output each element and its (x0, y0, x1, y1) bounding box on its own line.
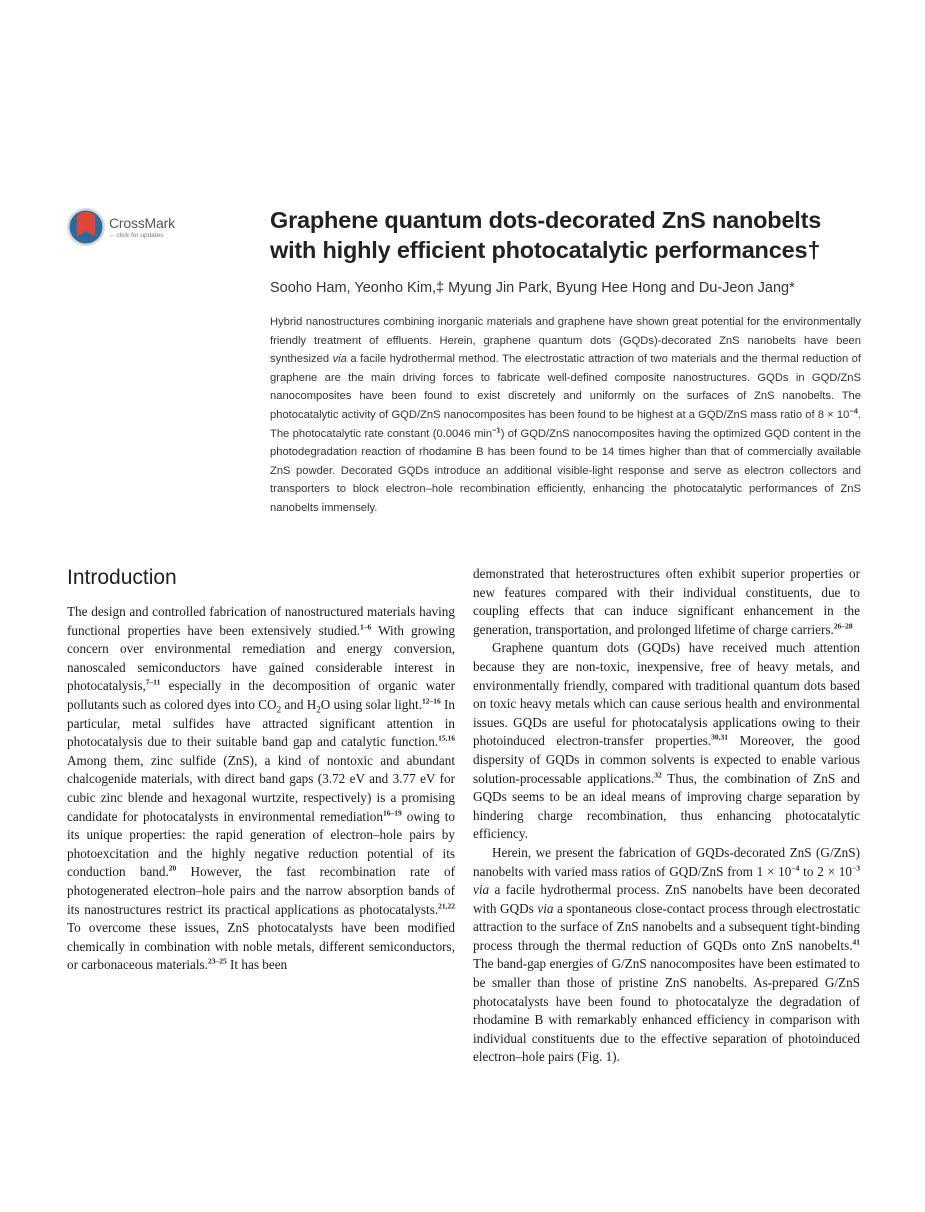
paragraph: The design and controlled fabrication of nanostructured materials having functional properties have been extensively studied.$^{1-6}$ With growing concern over environmental remediation and energy conversion, nanoscaled semiconductors have gained considerable interest in photocatalysis,$^{7-11}$ especially in the decomposition of organic water pollutants such as colored dyes into $CO_2$ and $H_2O$ using solar light.$^{12-16}$ In particular, metal sulfides have attracted significant attention in photocatalysis due to their suitable band gap and catalytic function.$^{15,16}$ Among them, zinc sulfide (ZnS), a kind of nontoxic and abundant chalcogenide materials, with direct band gaps (3.72 eV and 3.77 eV for cubic zinc blende and hexagonal wurtzite, respectively) is a promising candidate for photocatalysts in environmental remediation$^{16-19}$ owing to its unique properties: the rapid generation of electron–hole pairs by photoexcitation and the highly negative reduction potential of its conduction band.$^{20}$ However, the fast recombination rate of photogenerated electron–hole pairs and the narrow absorption bands of its nanostructures restrict its practical applications as photocatalysts.$^{21,22}$ To overcome these issues, ZnS photocatalysts have been modified chemically in combination with noble metals, different semiconductors, or carbonaceous materials.$^{23-25}$ It has been (67, 604, 456, 973)
body-column-left (67, 603, 455, 975)
paragraph: demonstrated that heterostructures often exhibit superior properties or new features compared with their individual constituents, due to coupling effects that can induce significant enhancement in the generation, transportation, and prolonged lifetime of charge carriers.$^{26-28}$ (473, 566, 860, 637)
citation[interactable]: 15,16 (438, 733, 455, 743)
author-list: Sooho Ham, Yeonho Kim,‡ Myung Jin Park, Byung Hee Hong and Du-Jeon Jang* (270, 280, 795, 296)
citation[interactable]: 12–16 (421, 696, 441, 706)
citation[interactable]: 1–6 (359, 622, 372, 632)
citation[interactable]: 26–28 (833, 621, 853, 631)
citation[interactable]: 7–11 (145, 677, 161, 687)
abstract: Hybrid nanostructures combining inorganic materials and graphene have shown great potential for the environmentally friendly treatment of effluents. Herein, graphene quantum dots (GQDs)-decorated ZnS nanobelts have been synthesized via a facile hydrothermal method. The electrostatic attraction of two materials and the thermal reduction of graphene are the main driving forces to fabricate well-defined composite nanostructures. GQDs in GQD/ZnS nanocomposites have been found to exist discretely and uniformly on the surfaces of ZnS nanobelts. The photocatalytic activity of GQD/ZnS nanocomposites has been found to be highest at a GQD/ZnS mass ratio of $8 \times 10^{-4}$. The photocatalytic rate constant (0.0046 $\min^{-1}$) of GQD/ZnS nanocomposites having the optimized GQD content in the photodegradation reaction of rhodamine B has been found to be 14 times higher than that of commercially available ZnS powder. Decorated GQDs introduce an additional visible-light response and serve as electron collectors and transporters to block electron–hole recombination efficiently, enhancing the photocatalytic performances of ZnS nanobelts immensely. (270, 316, 862, 514)
citation[interactable]: 41 (852, 937, 860, 947)
citation[interactable]: 23–25 (207, 956, 227, 966)
arrow-left-icon: ← (109, 232, 116, 239)
citation[interactable]: 32 (654, 770, 662, 780)
title-line-2: with highly efficient photocatalytic performances† (270, 237, 821, 263)
paragraph: Herein, we present the fabrication of GQDs-decorated ZnS (G/ZnS) nanobelts with varied mass ratios of GQD/ZnS from $1 \times 10^{-4}$ to $2 \times 10^{-3}$ via a facile hydrothermal process. ZnS nanobelts have been decorated with GQDs via a spontaneous close-contact process through electrostatic attraction to the surface of ZnS nanobelts and a subsequent tight-binding process through the thermal reduction of GQDs onto ZnS nanobelts.$^{41}$ The band-gap energies of G/ZnS nanocomposites have been estimated to be smaller than those of pristine ZnS nanobelts. As-prepared G/ZnS photocatalysts have been found to photocatalyze the degradation of rhodamine B with remarkably enhanced efficiency in comparison with individual constituents due to the effective separation of photoinduced electron–hole pairs (Fig. 1). (473, 844, 860, 1065)
section-heading-introduction: Introduction (67, 566, 177, 589)
crossmark-icon (66, 207, 106, 247)
article-title (270, 205, 870, 265)
crossmark-badge[interactable] (66, 207, 186, 249)
paragraph: Graphene quantum dots (GQDs) have received much attention because they are non-toxic, inexpensive, free of heavy metals, and environmentally friendly, compared with traditional quantum dots based on toxic heavy metals which can cause serious health and environmental issues. GQDs are useful for photocatalysis applications owing to their photoinduced electron-transfer properties.$^{30,31}$ Moreover, the good dispersity of GQDs in common solvents is expected to enable various solution-processable applications.$^{32}$ Thus, the combination of ZnS and GQDs seems to be an ideal means of improving charge separation by hindering charge recombination, thus enhancing photocatalytic efficiency. (473, 640, 860, 842)
crossmark-sublabel[interactable]: ←click for updates (109, 232, 164, 239)
crossmark-label: CrossMark (109, 215, 175, 231)
citation[interactable]: 16–19 (382, 808, 402, 818)
citation[interactable]: 30,31 (711, 732, 728, 742)
citation[interactable]: 21,22 (438, 901, 455, 911)
citation[interactable]: 20 (168, 863, 177, 873)
body-column-right (473, 565, 860, 1067)
title-line-1: Graphene quantum dots-decorated ZnS nanobelts (270, 207, 822, 233)
